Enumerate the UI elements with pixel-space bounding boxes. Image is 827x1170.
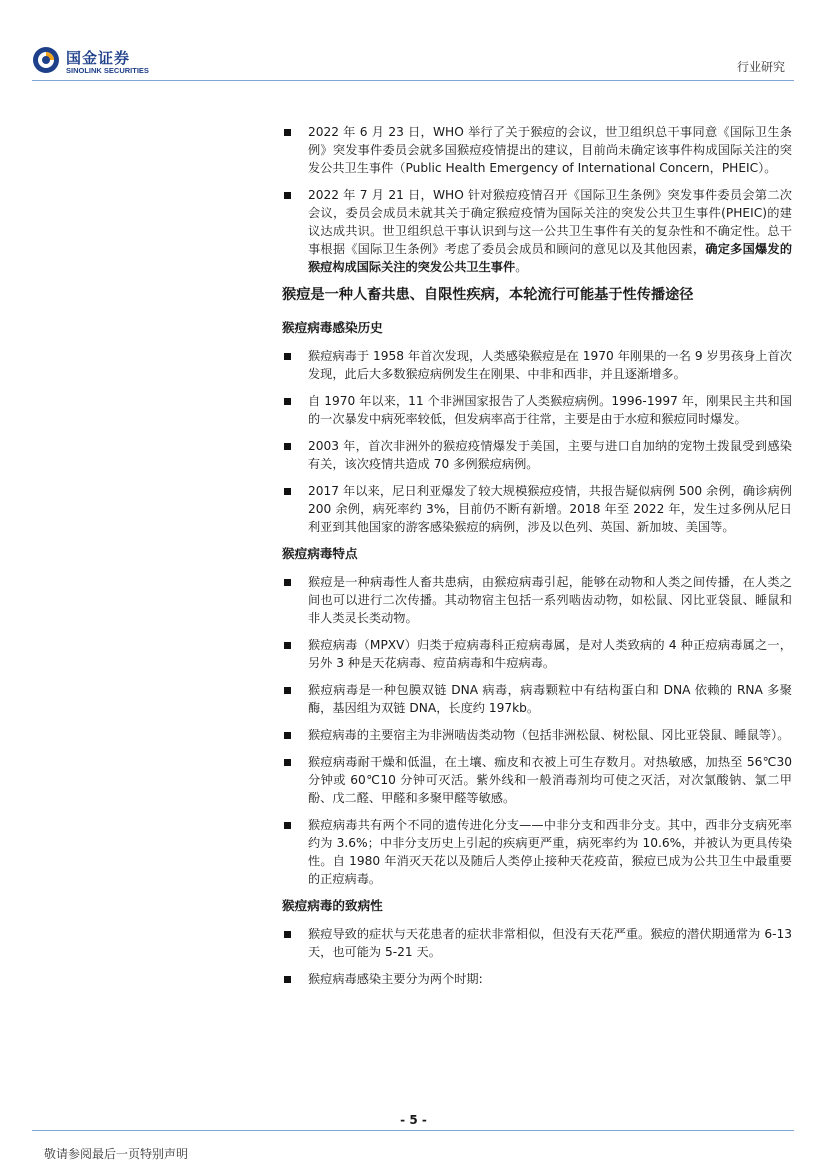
bullet-square-icon [284,398,291,405]
list-item [282,186,792,276]
list-item [282,681,792,717]
list-item [282,573,792,627]
bullet-square-icon [284,192,291,199]
bullet-square-icon [284,488,291,495]
bullet-text: 猴痘病毒感染主要分为两个时期: [308,972,483,986]
list-item [282,970,792,988]
bullet-text: 猴痘是一种病毒性人畜共患病，由猴痘病毒引起，能够在动物和人类之间传播，在人类之间也可以进行二次传播。其动物宿主包括一系列啮齿动物，如松鼠、冈比亚袋鼠、睡鼠和非人类灵长类动物。 [308,575,792,625]
logo-english-name: SINOLINK SECURITIES [66,66,149,75]
bullet-text-end: 。 [515,260,528,274]
bullet-square-icon [284,443,291,450]
bullet-square-icon [284,129,291,136]
company-logo [32,44,172,78]
report-category: 行业研究 [736,60,785,74]
bullet-square-icon [284,579,291,586]
list-item [282,347,792,383]
logo-chinese-name: 国金证券 [66,49,131,67]
bullet-square-icon [284,642,291,649]
bullet-square-icon [284,732,291,739]
header-divider [32,80,794,81]
list-item [282,392,792,428]
page-header [0,0,827,82]
list-item [282,123,792,177]
bullet-square-icon [284,822,291,829]
bullet-square-icon [284,976,291,983]
page-number: - 5 - [400,1113,427,1127]
bullet-square-icon [284,687,291,694]
list-item [282,726,792,744]
bullet-text: 猴痘病毒（MPXV）归类于痘病毒科正痘病毒属，是对人类致病的 4 种正痘病毒属之一，另外 3 种是天花病毒、痘苗病毒和牛痘病毒。 [308,638,792,670]
bullet-text: 2022 年 7 月 21 日，WHO 针对猴痘疫情召开《国际卫生条例》突发事件委员会第二次会议，委员会成员未就其关于确定猴痘疫情为国际关注的突发公共卫生事件(PHEIC)的建议达成共识。世卫组织总干事认识到与这一公共卫生事件有关的复杂性和不确定性。总干事根据《国际卫生条例》考虑了委员会成员和顾问的意见以及其他因素， [308,188,792,256]
main-content [282,123,792,997]
bullet-text: 猴痘导致的症状与天花患者的症状非常相似，但没有天花严重。猴痘的潜伏期通常为 6-13 天，也可能为 5-21 天。 [308,927,792,959]
bullet-bold-text: 确定多国爆发的猴痘构成国际关注的突发公共卫生事件 [308,242,793,274]
subsection-title-pathogenicity: 猴痘病毒的致病性 [282,898,383,913]
bullet-text: 猴痘病毒于 1958 年首次发现，人类感染猴痘是在 1970 年刚果的一名 9 岁男孩身上首次发现，此后大多数猴痘病例发生在刚果、中非和西非，并且逐渐增多。 [308,349,792,381]
bullet-text: 猴痘病毒共有两个不同的遗传进化分支——中非分支和西非分支。其中，西非分支病死率约为 3.6%；中非分支历史上引起的疾病更严重，病死率约为 10.6%，并被认为更具传染性。自 1980 年消灭天花以及随后人类停止接种天花疫苗，猴痘已成为公共卫生中最重要的正痘病毒。 [308,818,792,886]
list-item [282,816,792,888]
subsection-title-history: 猴痘病毒感染历史 [282,320,383,335]
bullet-text: 2017 年以来，尼日利亚爆发了较大规模猴痘疫情，共报告疑似病例 500 余例，确诊病例 200 余例，病死率约 3%，目前仍不断有新增。2018 年至 2022 年，发生过多例从尼日利亚到其他国家的游客感染猴痘的病例，涉及以色列、英国、新加坡、美国等。 [308,484,792,534]
list-item [282,925,792,961]
bullet-text: 2022 年 6 月 23 日，WHO 举行了关于猴痘的会议，世卫组织总干事同意《国际卫生条例》突发事件委员会就多国猴痘疫情提出的建议，目前尚未确定该事件构成国际关注的突发公共卫生事件（Public Health Emergency of International Concern，PHEIC）。 [308,125,792,175]
list-item [282,482,792,536]
disclaimer-note: 敬请参阅最后一页特别声明 [44,1147,189,1161]
bullet-text: 自 1970 年以来，11 个非洲国家报告了人类猴痘病例。1996-1997 年，刚果民主共和国的一次暴发中病死率较低，但发病率高于往常，主要是由于水痘和猴痘同时爆发。 [308,394,792,426]
section-title: 猴痘是一种人畜共患、自限性疾病，本轮流行可能基于性传播途径 [282,287,694,303]
bullet-text: 猴痘病毒耐干燥和低温，在土壤、痂皮和衣被上可生存数月。对热敏感，加热至 56℃30 分钟或 60℃10 分钟可灭活。紫外线和一般消毒剂均可使之灭活，对次氯酸钠、氯二甲酚、戊二醛、甲醛和多聚甲醛等敏感。 [308,755,792,805]
list-item [282,636,792,672]
subsection-title-features: 猴痘病毒特点 [282,546,358,561]
bullet-square-icon [284,759,291,766]
list-item [282,437,792,473]
footer-divider [32,1130,794,1131]
list-item [282,753,792,807]
bullet-text: 猴痘病毒是一种包膜双链 DNA 病毒，病毒颗粒中有结构蛋白和 DNA 依赖的 RNA 多聚酶，基因组为双链 DNA，长度约 197kb。 [308,683,792,715]
bullet-text: 2003 年，首次非洲外的猴痘疫情爆发于美国，主要与进口自加纳的宠物土拨鼠受到感染有关，该次疫情共造成 70 多例猴痘病例。 [308,439,792,471]
bullet-text: 猴痘病毒的主要宿主为非洲啮齿类动物（包括非洲松鼠、树松鼠、冈比亚袋鼠、睡鼠等）。 [308,728,790,742]
bullet-square-icon [284,931,291,938]
logo-mark-icon [32,46,60,74]
bullet-square-icon [284,353,291,360]
